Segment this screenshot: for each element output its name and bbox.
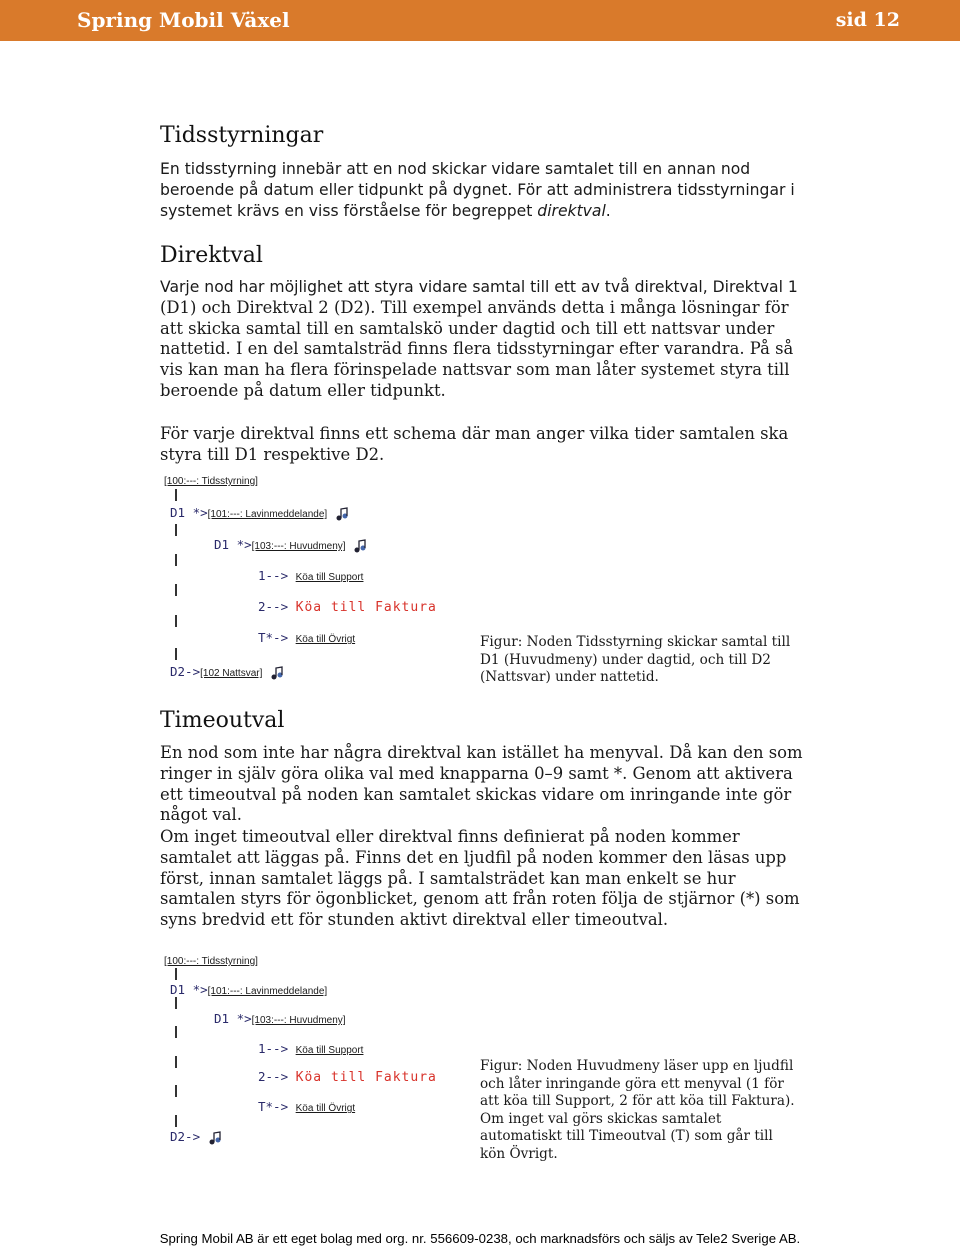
paragraph-tidsstyrningar <box>160 159 800 221</box>
tree-node-nattsvar: [102 Nattsvar] <box>200 668 263 679</box>
tree-node-huvudmeny: [103:---: Huvudmeny] <box>251 541 346 552</box>
tree-root-node: [100:---: Tidsstyrning] <box>164 476 258 487</box>
tree-node-lavinmeddelande: [101:---: Lavinmeddelande] <box>207 986 328 997</box>
tree-connector <box>175 648 177 660</box>
tree-connector <box>175 489 177 501</box>
tree-connector <box>175 997 177 1009</box>
tree-node-lavinmeddelande: [101:---: Lavinmeddelande] <box>207 509 328 520</box>
tree-option-1: 1--> <box>258 1041 289 1056</box>
emphasis: direktval <box>537 201 606 220</box>
text: Varje nod har möjlighet att styra vidare samtal till ett av två direktval, Direktval 1 <box>160 278 798 296</box>
call-tree-figure-1 <box>160 472 460 687</box>
heading-timeoutval: Timeoutval <box>160 708 285 733</box>
tree-option-2: 2--> <box>258 599 289 614</box>
figure-caption-2: Figur: Noden Huvudmeny läser upp en ljudfil och låter inringande göra ett menyval (1 för att köa till Support, 2 för att köa till Faktura). Om inget val görs skickas samtalet automatiskt till Timeoutval (T) som går till kön Övrigt. <box>480 1058 795 1162</box>
tree-d2-label: D2-> <box>170 1129 201 1144</box>
tree-option-timeout: T*-> <box>258 630 289 645</box>
paragraph-timeoutval-2: Om inget timeoutval eller direktval finns definierat på noden kommer samtalet att läggas på. Finns det en ljudfil på noden kommer den läsas upp först, innan samtalet läggs på. I samtalsträdet kan man enkelt se hur samtalen styrs för ögonblicket, genom att från roten följa de stjärnor (*) som syns bredvid ett för stunden aktivt direktval eller timeoutval. <box>160 827 800 930</box>
note-icon <box>353 539 367 553</box>
tree-option-1: 1--> <box>258 568 289 583</box>
tree-d2-label: D2-> <box>170 664 201 679</box>
figure-caption-1: Figur: Noden Tidsstyrning skickar samtal till D1 (Huvudmeny) under dagtid, och till D2 (Nattsvar) under nattetid. <box>480 634 791 686</box>
note-icon <box>270 666 284 680</box>
tree-option-timeout: T*-> <box>258 1099 289 1114</box>
page-footer: Spring Mobil AB är ett eget bolag med org. nr. 556609-0238, och marknadsförs och säljs av Tele2 Sverige AB. <box>159 1231 801 1246</box>
paragraph-timeoutval-1: En nod som inte har några direktval kan istället ha menyval. Då kan den som ringer in själv göra olika val med knapparna 0–9 samt *. Genom att aktivera ett timeoutval på noden kan samtalet skickas vidare om inringande inte gör något val. <box>160 743 803 825</box>
tree-option-2: 2--> <box>258 1069 289 1084</box>
tree-node-ovrigt: Köa till Övrigt <box>295 634 356 645</box>
tree-d1b-label: D1 *> <box>214 1011 252 1026</box>
text: En tidsstyrning innebär att en nod skickar vidare samtalet till en annan nod beroende på datum eller tidpunkt på dygnet. För att administrera tidsstyrningar i systemet krävs en viss förståelse för begreppet <box>160 160 795 220</box>
document-title: Spring Mobil Växel <box>77 8 290 32</box>
page-header <box>0 0 960 41</box>
tree-node-huvudmeny: [103:---: Huvudmeny] <box>251 1015 346 1026</box>
tree-connector <box>175 615 177 627</box>
tree-connector <box>175 1056 177 1068</box>
tree-node-ovrigt: Köa till Övrigt <box>295 1103 356 1114</box>
tree-connector <box>175 584 177 596</box>
tree-d1-label: D1 *> <box>170 982 208 997</box>
tree-d1-label: D1 *> <box>170 505 208 520</box>
tree-node-faktura: Köa till Faktura <box>295 600 437 615</box>
tree-node-support: Köa till Support <box>295 1045 364 1056</box>
page-number: sid 12 <box>835 9 900 31</box>
paragraph-direktval-2: För varje direktval finns ett schema där man anger vilka tider samtalen ska styra till D1 respektive D2. <box>160 424 789 464</box>
note-icon <box>208 1131 222 1145</box>
paragraph-direktval-1 <box>160 277 810 402</box>
tree-root-node: [100:---: Tidsstyrning] <box>164 956 258 967</box>
call-tree-figure-2 <box>160 952 460 1147</box>
tree-d1b-label: D1 *> <box>214 537 252 552</box>
tree-node-faktura: Köa till Faktura <box>295 1070 437 1085</box>
text: . <box>605 201 611 220</box>
text: (D1) och Direktval 2 (D2). Till exempel används detta i många lösningar för att skicka samtal till en samtalskö under dagtid och till ett nattsvar under nattetid. I en del samtalsträd finns flera tidsstyrningar efter varandra. På så vis kan man ha flera förinspelade nattsvar som man låter systemet styra till beroende på datum eller tidpunkt. <box>160 297 794 400</box>
heading-direktval: Direktval <box>160 243 263 268</box>
heading-tidsstyrningar: Tidsstyrningar <box>160 123 324 148</box>
tree-connector <box>175 554 177 566</box>
tree-connector <box>175 1115 177 1127</box>
tree-connector <box>175 968 177 980</box>
tree-node-support: Köa till Support <box>295 572 364 583</box>
tree-connector <box>175 1085 177 1097</box>
note-icon <box>335 507 349 521</box>
tree-connector <box>175 524 177 536</box>
tree-connector <box>175 1026 177 1038</box>
